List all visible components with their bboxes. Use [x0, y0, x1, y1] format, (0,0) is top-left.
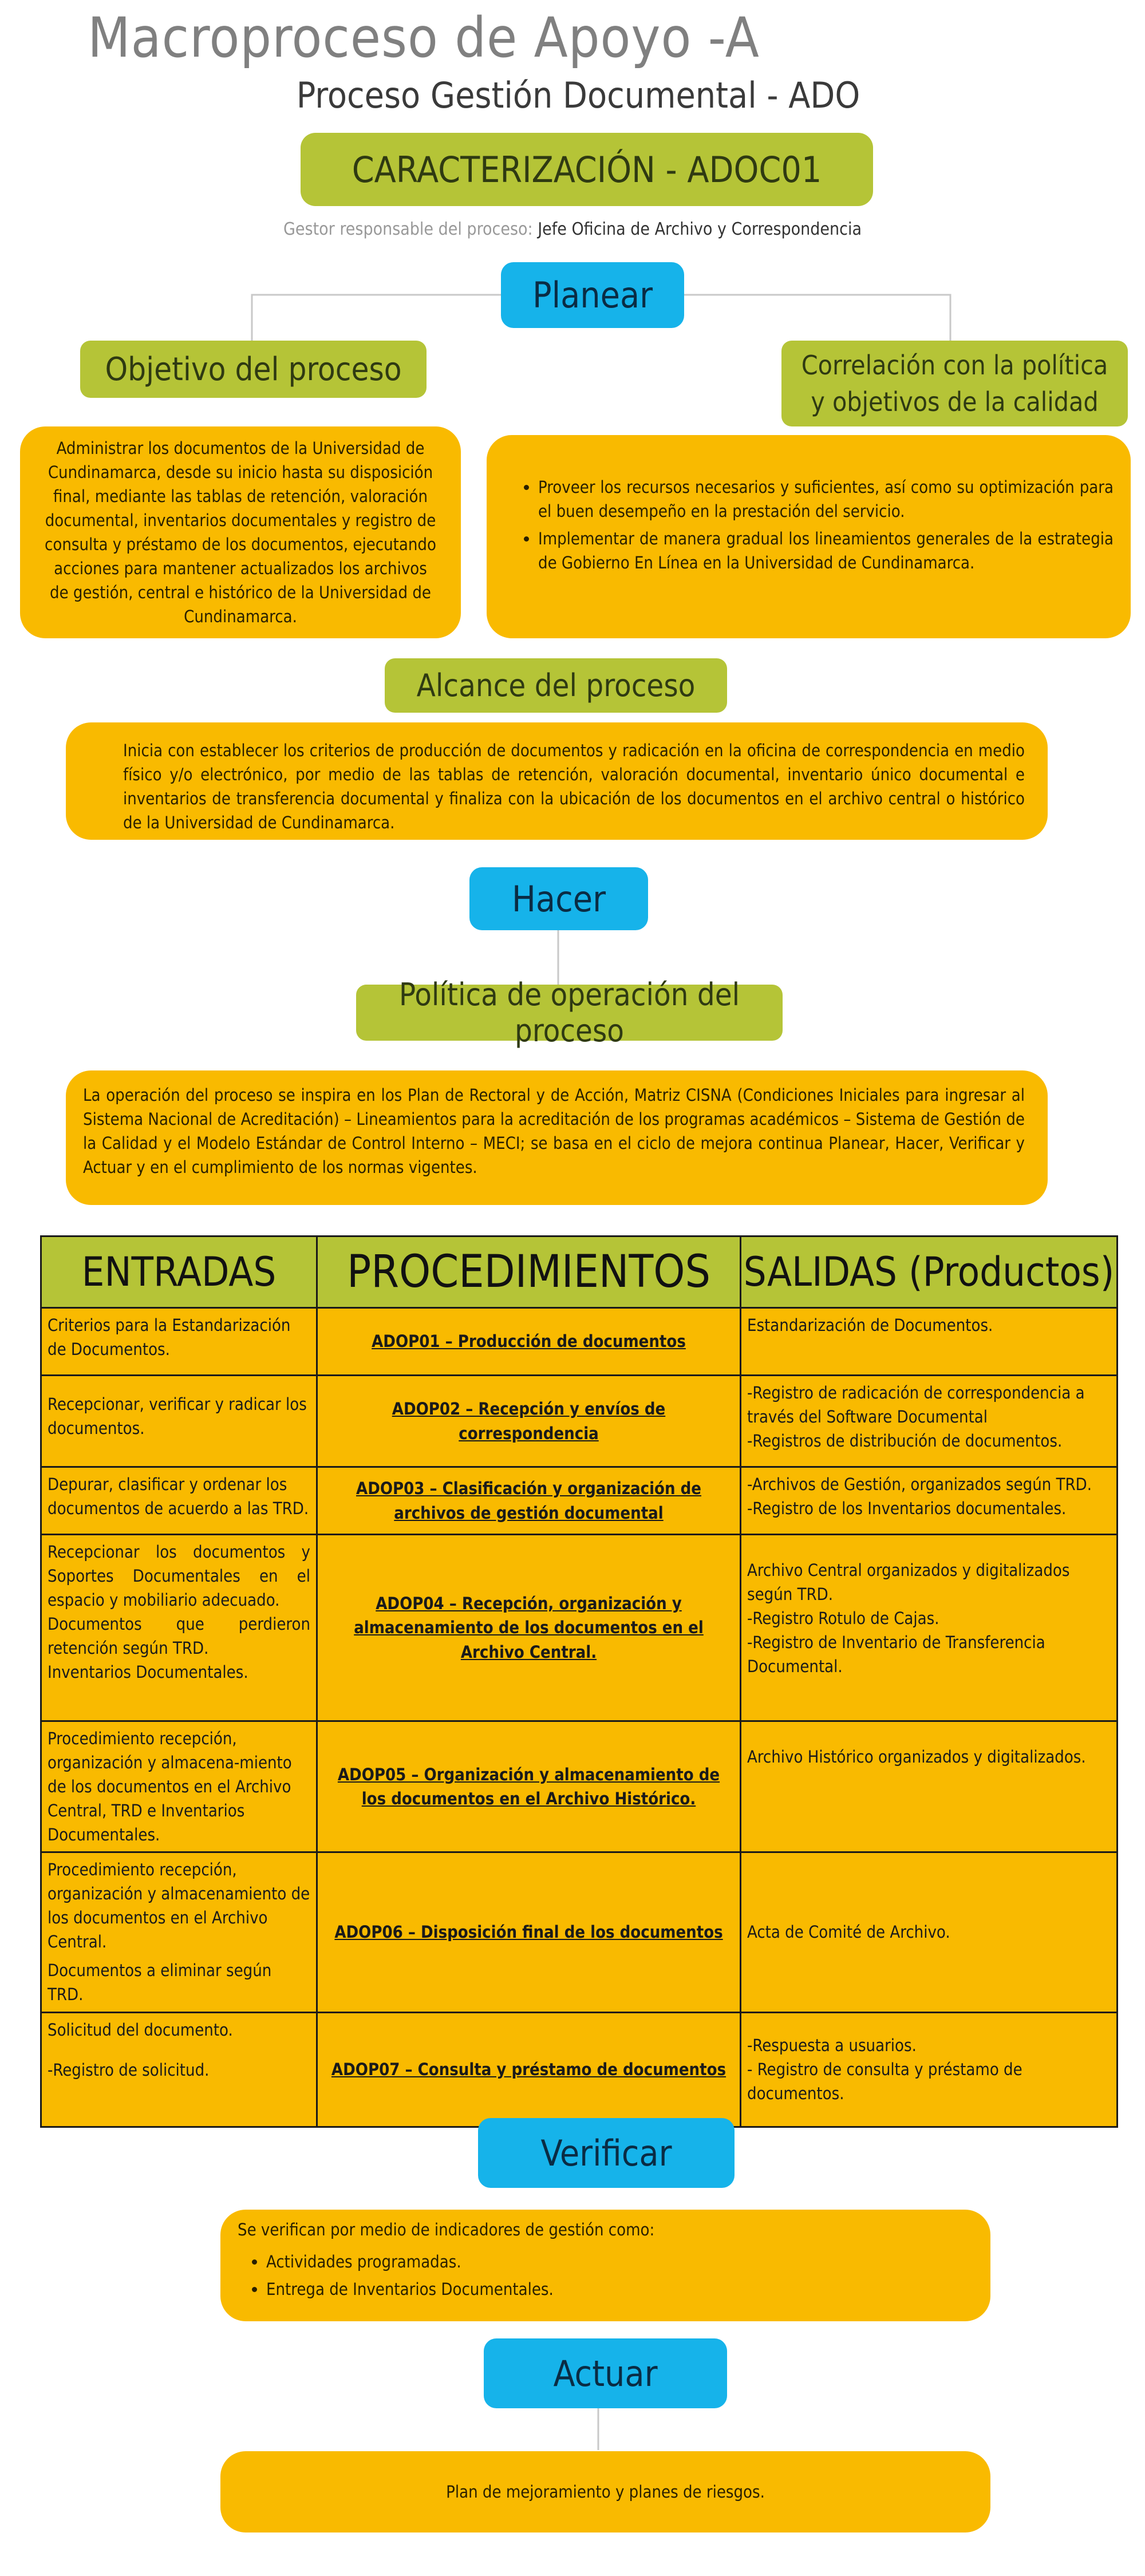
page-title: Macroproceso de Apoyo -A — [88, 6, 760, 70]
header-procedimientos: PROCEDIMIENTOS — [317, 1236, 741, 1308]
correlacion-item: • Implementar de manera gradual los lineamientos generales de la estrategia de Gobierno En Línea en la Universidad de Cundinamarca. — [538, 527, 1114, 575]
salida-line: -Registro de Inventario de Transferencia Documental. — [747, 1633, 1045, 1677]
actuar-box — [220, 2451, 990, 2532]
entradas-cell — [41, 1535, 317, 1721]
procedimiento-link[interactable]: ADOP06 – Disposición final de los documentos — [317, 1852, 741, 2012]
salida-line: -Registros de distribución de documentos. — [747, 1431, 1063, 1451]
entradas-cell — [41, 1308, 317, 1376]
page-subtitle: Proceso Gestión Documental - ADO — [296, 74, 860, 116]
table-row — [41, 2012, 1118, 2127]
phase-actuar-label: Actuar — [553, 2352, 658, 2395]
entradas-cell — [41, 1376, 317, 1467]
table-header-row — [41, 1236, 1118, 1308]
entrada-line: -Registro de solicitud. — [48, 2060, 210, 2080]
objetivo-text: Administrar los documentos de la Universidad de Cundinamarca, desde su inicio hasta su disposición final, mediante las tablas de retención, valoración documental, inventarios documentales y registro de consulta y préstamo de los documentos, ejecutando acciones para mantener actualizados los archivos de gestión, central e histórico de la Universidad de Cundinamarca. — [45, 438, 436, 627]
correlacion-title-line2: y objetivos de la calidad — [811, 386, 1099, 417]
salida-line: Archivo Histórico organizados y digitalizados. — [747, 1747, 1086, 1767]
salidas-cell — [741, 1721, 1118, 1852]
alcance-title: Alcance del proceso — [416, 667, 696, 704]
table-row — [41, 1467, 1118, 1535]
procedimiento-link[interactable]: ADOP05 – Organización y almacenamiento de los documentos en el Archivo Histórico. — [317, 1721, 741, 1852]
entrada-line: Recepcionar los documentos y Soportes Documentales en el espacio y mobiliario adecuado. — [48, 1542, 310, 1610]
salida-line: - Registro de consulta y préstamo de documentos. — [747, 2059, 1022, 2104]
table-row — [41, 1535, 1118, 1721]
phase-hacer-label: Hacer — [511, 878, 606, 920]
correlacion-list — [510, 475, 1114, 575]
procedimiento-link[interactable]: ADOP07 – Consulta y préstamo de documentos — [317, 2012, 741, 2127]
alcance-title-box — [385, 658, 727, 713]
entrada-line: Inventarios Documentales. — [48, 1662, 248, 1682]
phase-planear — [501, 262, 684, 328]
phase-hacer — [469, 867, 648, 930]
entrada-line: Recepcionar, verificar y radicar los documentos. — [48, 1394, 307, 1439]
objetivo-title-box — [80, 341, 427, 398]
politica-title: Política de operación del proceso — [398, 977, 740, 1049]
salidas-cell — [741, 2012, 1118, 2127]
procedimiento-link[interactable]: ADOP04 – Recepción, organización y almacenamiento de los documentos en el Archivo Central. — [317, 1535, 741, 1721]
connector-planear-objetivo — [252, 295, 501, 343]
header-entradas: ENTRADAS — [41, 1236, 317, 1308]
salidas-cell — [741, 1308, 1118, 1376]
verificar-item: • Entrega de Inventarios Documentales. — [266, 2277, 973, 2301]
caracterizacion-banner — [301, 133, 873, 206]
salida-line: -Registro de radicación de correspondencia a través del Software Documental — [747, 1383, 1085, 1427]
table-row — [41, 1308, 1118, 1376]
correlacion-title-line1: Correlación con la política — [801, 349, 1108, 381]
verificar-intro: Se verifican por medio de indicadores de gestión como: — [238, 2220, 655, 2239]
verificar-box — [220, 2210, 990, 2321]
verificar-list — [238, 2250, 973, 2301]
connector-planear-correlacion — [684, 295, 950, 341]
salidas-cell — [741, 1376, 1118, 1467]
salida-line: -Respuesta a usuarios. — [747, 2035, 917, 2055]
phase-verificar-label: Verificar — [540, 2132, 672, 2174]
phase-verificar — [478, 2118, 735, 2188]
alcance-text: Inicia con establecer los criterios de producción de documentos y radicación en la oficina de correspondencia en medio físico y/o electrónico, por medio de las tablas de retención, valoración documental, inventario único documental e inventarios de transferencia documental y finaliza con la ubicación de los documentos en el archivo central o histórico de la Universidad de Cundinamarca. — [123, 741, 1025, 833]
politica-text: La operación del proceso se inspira en los Plan de Rectoral y de Acción, Matriz CISNA (Condiciones Iniciales para ingresar al Sistema Nacional de Acreditación) – Lineamientos para la acreditación de los programas académicos – Sistema de Gestión de la Calidad y el Modelo Estándar de Control Interno – MECI; se basa en el ciclo de mejora continua Planear, Hacer, Verificar y Actuar y en el cumplimiento de los normas vigentes. — [83, 1085, 1025, 1178]
table-row — [41, 1376, 1118, 1467]
gestor-label: Gestor responsable del proceso: — [283, 219, 538, 239]
entrada-line: Procedimiento recepción, organización y almacenamiento de los documentos en el Archivo Central. — [48, 1860, 310, 1952]
entradas-cell — [41, 1467, 317, 1535]
correlacion-title-box — [781, 341, 1128, 426]
salida-line: -Registro de los Inventarios documentales. — [747, 1499, 1067, 1519]
process-table — [40, 1235, 1118, 2128]
procedimiento-link[interactable]: ADOP01 – Producción de documentos — [317, 1308, 741, 1376]
politica-box — [66, 1070, 1048, 1205]
phase-actuar — [484, 2338, 727, 2408]
verificar-item: • Actividades programadas. — [266, 2250, 973, 2274]
entrada-line: Documentos que perdieron retención según TRD. — [48, 1614, 310, 1658]
caracterizacion-label: CARACTERIZACIÓN - ADOC01 — [352, 148, 822, 191]
entrada-line: Documentos a eliminar según TRD. — [48, 1961, 272, 2005]
entrada-line: Depurar, clasificar y ordenar los documentos de acuerdo a las TRD. — [48, 1475, 309, 1519]
entrada-line: Criterios para la Estandarización de Documentos. — [48, 1315, 291, 1360]
procedimiento-link[interactable]: ADOP03 – Clasificación y organización de archivos de gestión documental — [317, 1467, 741, 1535]
procedimiento-link[interactable]: ADOP02 – Recepción y envíos de correspondencia — [317, 1376, 741, 1467]
salidas-cell — [741, 1535, 1118, 1721]
correlacion-box — [487, 435, 1131, 638]
table-row — [41, 1721, 1118, 1852]
salidas-cell — [741, 1852, 1118, 2012]
actuar-text: Plan de mejoramiento y planes de riesgos. — [446, 2482, 765, 2502]
entradas-cell — [41, 2012, 317, 2127]
salida-line: -Registro Rotulo de Cajas. — [747, 1609, 939, 1629]
gestor-value: Jefe Oficina de Archivo y Correspondencia — [538, 219, 862, 239]
salida-line: -Archivos de Gestión, organizados según TRD. — [747, 1475, 1092, 1494]
header-salidas: SALIDAS (Productos) — [741, 1236, 1118, 1308]
entradas-cell — [41, 1852, 317, 2012]
politica-title-box — [356, 977, 783, 1049]
alcance-box — [66, 722, 1048, 840]
entrada-line: Procedimiento recepción, organización y almacena-miento de los documentos en el Archivo Central, TRD e Inventarios Documentales. — [48, 1729, 292, 1845]
salidas-cell — [741, 1467, 1118, 1535]
table-row — [41, 1852, 1118, 2012]
objetivo-title: Objetivo del proceso — [105, 350, 402, 388]
entradas-cell — [41, 1721, 317, 1852]
salida-line: Estandarización de Documentos. — [747, 1315, 993, 1335]
salida-line: Archivo Central organizados y digitalizados según TRD. — [747, 1560, 1070, 1605]
salida-line: Acta de Comité de Archivo. — [747, 1922, 950, 1942]
phase-planear-label: Planear — [532, 274, 653, 316]
entrada-line: Solicitud del documento. — [48, 2020, 233, 2040]
gestor-line — [172, 219, 973, 239]
correlacion-item: • Proveer los recursos necesarios y suficientes, así como su optimización para el buen desempeño en la prestación del servicio. — [538, 475, 1114, 523]
objetivo-box — [20, 426, 461, 638]
